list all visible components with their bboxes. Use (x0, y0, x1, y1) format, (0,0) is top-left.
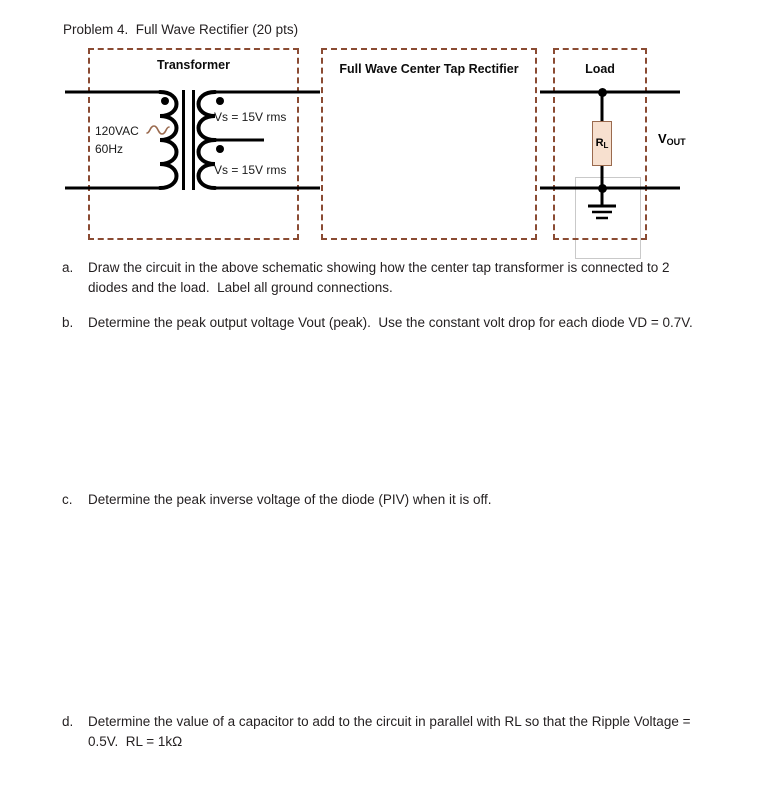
page-title: Problem 4. Full Wave Rectifier (20 pts) (63, 22, 299, 37)
load-resistor-label-main: R (595, 137, 604, 149)
question-text-a: Draw the circuit in the above schematic showing how the center tap transformer is connected to 2 diodes and the load. Label all ground connections. (88, 260, 674, 295)
question-marker-a: a. (62, 260, 74, 275)
secondary-top-voltage-label: Vs = 15V rms (214, 110, 287, 124)
question-text-c: Determine the peak inverse voltage of the diode (PIV) when it is off. (88, 492, 492, 507)
source-voltage-label: 120VAC (95, 124, 139, 138)
load-drawing (0, 40, 772, 245)
load-section-title: Load (585, 62, 615, 76)
rectifier-section-title: Full Wave Center Tap Rectifier (339, 62, 519, 76)
question-item-a (62, 258, 702, 298)
load-top-node-dot (598, 88, 607, 97)
load-resistor-label-sub: L (603, 141, 609, 150)
vout-label (658, 131, 686, 146)
load-resistor (592, 121, 612, 166)
vout-label-main: V (658, 131, 667, 146)
source-frequency-label: 60Hz (95, 142, 124, 156)
question-marker-b: b. (62, 315, 74, 330)
secondary-bottom-voltage-label: Vs = 15V rms (214, 163, 287, 177)
question-text-d: Determine the value of a capacitor to add to the circuit in parallel with RL so that the Ripple Voltage = 0.5V. RL = 1kΩ (88, 714, 695, 749)
question-item-b (62, 313, 712, 333)
load-resistor-label (596, 138, 609, 149)
question-text-b: Determine the peak output voltage Vout (peak). Use the constant volt drop for each diode VD = 0.7V. (88, 315, 693, 330)
load-bottom-node-dot (598, 184, 607, 193)
question-marker-d: d. (62, 714, 74, 729)
circuit-schematic (0, 40, 772, 245)
vout-label-sub: OUT (666, 137, 686, 147)
question-item-c (62, 490, 702, 510)
question-item-d (62, 712, 722, 752)
question-marker-c: c. (62, 492, 73, 507)
transformer-section-title: Transformer (157, 58, 230, 72)
